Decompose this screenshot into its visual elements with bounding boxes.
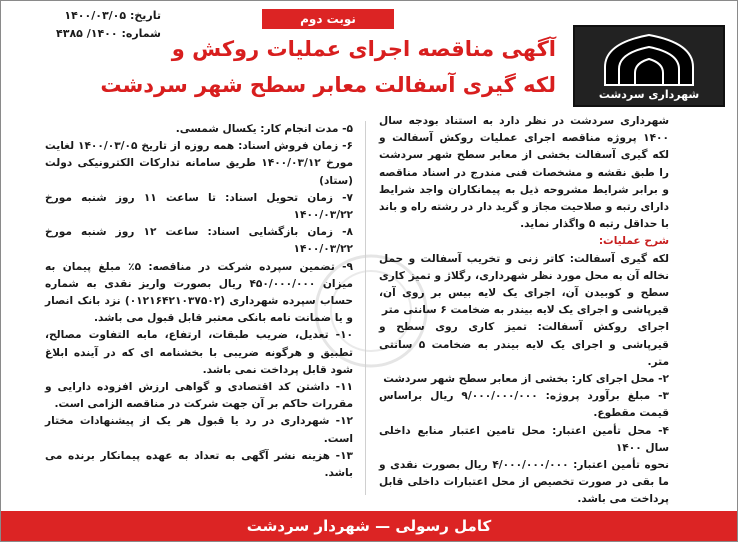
item-economic-code: ۱۱- داشتن کد اقتصادی و گواهی ارزش افزوده دارایی و مقررات حاکم بر آن جهت شرکت در مناقصه الزامی است.	[45, 381, 353, 411]
item-patching: لکه گیری آسفالت: کاتر زنی و تخریب آسفالت و حمل نخاله آن به محل مورد نظر شهرداری، رگلاژ و تمیز کاری سطح و کوبیدن آن، اجرای یک لایه بیس بر روی آن، قیرپاشی و اجرای یک لایه بیندر به ضخامت ۶ سانتی متر	[379, 252, 669, 317]
item-duration: ۵- مدت انجام کار: یکسال شمسی.	[175, 123, 353, 135]
item-estimate: ۳- مبلغ برآورد پروژه: ۹/۰۰۰/۰۰۰/۰۰۰ ریال براساس قیمت مقطوع.	[379, 390, 669, 420]
title-line-1: آگهی مناقصه اجرای عملیات روکش و	[171, 37, 556, 61]
item-acceptance: ۱۲- شهرداری در رد یا قبول هر یک از پیشنهادات مختار است.	[45, 415, 353, 445]
ad-date: تاریخ: ۱۴۰۰/۰۳/۰۵	[64, 9, 161, 22]
item-overlay: اجرای روکش آسفالت: تمیز کاری روی سطح و قیرپاشی و اجرای یک لایه بیندر به ضخامت ۵ سانتی متر.	[379, 321, 669, 368]
item-funding-method: نحوه تأمین اعتبار: ۴/۰۰۰/۰۰۰/۰۰۰ ریال بصورت نقدی و ما بقی در صورت تخصیص از محل اعتبارات داخلی قابل پرداخت می باشد.	[379, 459, 669, 506]
right-column	[379, 113, 669, 506]
logo-caption: شهرداری سردشت	[598, 88, 700, 101]
item-doc-opening: ۸- زمان بازگشایی اسناد: ساعت ۱۲ روز شنبه مورخ ۱۴۰۰/۰۳/۲۲	[45, 226, 353, 256]
item-doc-sale: ۶- زمان فروش اسناد: همه روزه از تاریخ ۱۴۰۰/۰۳/۰۵ لغایت مورخ ۱۴۰۰/۰۳/۱۲ طریق سامانه تدارکات الکترونیکی دولت (ستاد)	[45, 140, 353, 187]
title-line-2: لکه گیری آسفالت معابر سطح شهر سردشت	[100, 73, 556, 97]
column-divider	[365, 121, 366, 495]
turn-badge: نوبت دوم	[262, 9, 394, 29]
signature-footer: کامل رسولی — شهردار سردشت	[1, 511, 737, 541]
operations-heading: شرح عملیات:	[598, 235, 669, 248]
item-location: ۲- محل اجرای کار: بخشی از معابر سطح شهر سردشت	[383, 373, 669, 386]
ad-title	[100, 31, 556, 119]
meta-box	[11, 7, 161, 51]
item-publication-cost: ۱۳- هزینه نشر آگهی به تعداد به عهده پیمانکار برنده می باشد.	[45, 449, 353, 480]
municipality-logo	[573, 25, 725, 107]
item-guarantee: ۹- تضمین سپرده شرکت در مناقصه: ۵٪ مبلغ پیمان به میزان ۴۵۰/۰۰۰/۰۰۰ ریال بصورت واریز نقدی به شماره حساب سپرده شهرداری (۰۱۲۱۶۴۲۱۰۳۷۵۰۲) نزد بانک انصار و یا ضمانت نامه بانکی معتبر قابل قبول می باشد.	[45, 260, 353, 325]
ad-number: شماره: ۱۴۰۰/ ۴۳۸۵	[56, 27, 161, 40]
dome-logo-icon	[575, 27, 723, 89]
left-column	[45, 121, 353, 491]
item-funding-source: ۴- محل تأمین اعتبار: محل تامین اعتبار منابع داخلی سال ۱۴۰۰	[379, 424, 669, 454]
item-doc-delivery: ۷- زمان تحویل اسناد: تا ساعت ۱۱ روز شنبه مورخ ۱۴۰۰/۰۳/۲۲	[45, 191, 353, 222]
intro-paragraph: شهرداری سردشت در نظر دارد به استناد بودجه سال ۱۴۰۰ پروژه مناقصه اجرای عملیات روکش آسفالت و لکه گیری آسفالت بخشی از معابر سطح شهر سردشت را طبق نقشه و مشخصات فنی مندرج در اسناد مناقصه و برابر شرایط مشروحه ذیل به پیمانکاران واجد شرایط دارای رتبه و صلاحیت مجاز و گرید دار در رشته راه و باند با حداقل رتبه ۵ واگذار نماید.	[379, 115, 669, 231]
item-adjustment: ۱۰- تعدیل، ضریب طبقات، ارتفاع، مابه التفاوت مصالح، تطبیق و هرگونه ضریبی با بخشنامه ای که در آینده ابلاغ شود قابل پرداخت نمی باشد.	[45, 329, 353, 376]
